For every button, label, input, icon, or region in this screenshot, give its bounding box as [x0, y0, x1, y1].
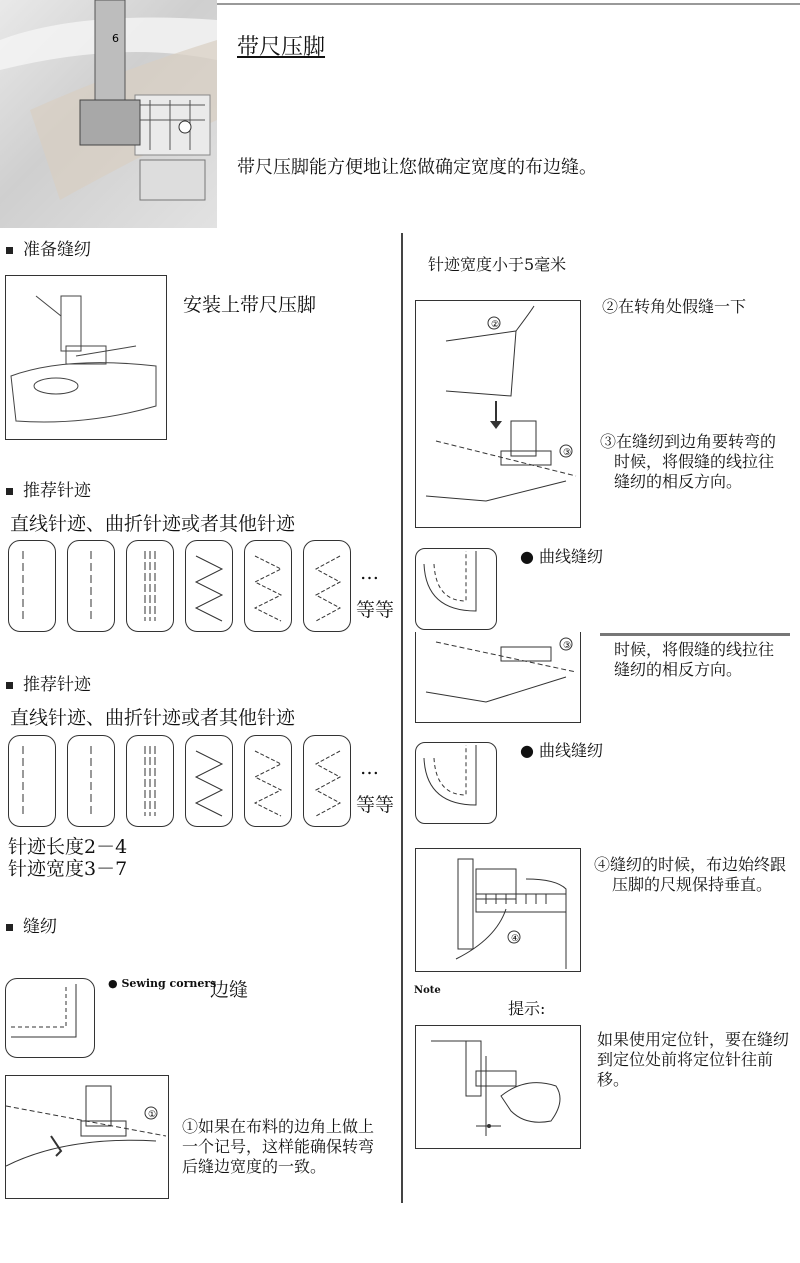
step1-text: ①如果在布料的边角上做上 一个记号，这样能确保转弯 后缝边宽度的一致。 — [182, 1117, 375, 1176]
step1-figure — [5, 1075, 169, 1199]
stitch-sample — [185, 735, 233, 827]
corners-label-en: ● Sewing corners — [108, 977, 217, 990]
ellipsis: … — [360, 562, 379, 584]
pin-figure — [415, 1025, 581, 1149]
curve-figure-1 — [415, 548, 497, 630]
corner-turn-figure — [415, 300, 581, 528]
step4-text: ④缝纫的时候，布边始终跟 压脚的尺规保持垂直。 — [594, 855, 787, 894]
stitch-length: 针迹长度2－4 — [8, 836, 128, 858]
stitch-samples-1 — [8, 540, 398, 635]
corner-turn-figure-partial — [415, 632, 581, 723]
stitch-sample — [67, 540, 115, 632]
overlap-artifact — [600, 625, 790, 636]
foot-install-figure — [5, 275, 167, 440]
svg-text:②: ② — [491, 320, 500, 330]
bullet-square-icon — [6, 247, 13, 254]
bullet-square-icon — [6, 682, 13, 689]
stitch-sub-1: 直线针迹、曲折针迹或者其他针迹 — [10, 513, 296, 535]
ellipsis: … — [360, 757, 379, 779]
step2-text: ②在转角处假缝一下 — [602, 297, 747, 316]
intro-text: 带尺压脚能方便地让您做确定宽度的布边缝。 — [237, 157, 597, 178]
curve-figure-2 — [415, 742, 497, 824]
stitch-heading-1: 推荐针迹 — [6, 476, 91, 501]
column-divider — [401, 233, 403, 1203]
svg-text:①: ① — [148, 1110, 157, 1120]
prep-heading: 准备缝纫 — [6, 235, 91, 260]
bullet-square-icon — [6, 924, 13, 931]
etc-label: 等等 — [356, 794, 395, 816]
stitch-sample — [67, 735, 115, 827]
stitch-sample — [185, 540, 233, 632]
step3b-text: 时候，将假缝的线拉往 缝纫的相反方向。 — [614, 640, 775, 679]
page-title: 带尺压脚 — [237, 35, 326, 60]
curve-label-2: ● 曲线缝纫 — [520, 741, 604, 760]
ruler-figure — [415, 848, 581, 972]
curve-label-1: ● 曲线缝纫 — [520, 547, 604, 566]
corner-figure — [5, 978, 95, 1058]
etc-label: 等等 — [356, 599, 395, 621]
width-note: 针迹宽度小于5毫米 — [428, 255, 567, 274]
step3-text: ③在缝纫到边角要转弯的 时候，将假缝的线拉往 缝纫的相反方向。 — [600, 432, 777, 491]
svg-text:④: ④ — [511, 934, 520, 944]
stitch-width: 针迹宽度3－7 — [8, 858, 128, 880]
stitch-sample — [303, 540, 351, 632]
presser-number: 6 — [112, 32, 119, 45]
install-foot-text: 安装上带尺压脚 — [183, 294, 317, 316]
sew-heading: 缝纫 — [6, 912, 57, 937]
pin-text: 如果使用定位针，要在缝纫 到定位处前将定位针往前移。 — [597, 1030, 790, 1089]
stitch-sample — [244, 540, 292, 632]
note-label-cn: 提示: — [508, 999, 546, 1018]
stitch-settings — [8, 836, 127, 880]
stitch-heading-2: 推荐针迹 — [6, 670, 91, 695]
stitch-sample — [303, 735, 351, 827]
svg-text:③: ③ — [563, 448, 572, 458]
corners-label-cn: 边缝 — [210, 979, 249, 1001]
note-label-en: Note — [414, 985, 441, 996]
stitch-sample — [126, 735, 174, 827]
svg-text:③: ③ — [563, 641, 572, 651]
stitch-sample — [8, 540, 56, 632]
presser-foot-photo — [0, 0, 217, 228]
stitch-sample — [126, 540, 174, 632]
stitch-samples-2 — [8, 735, 398, 830]
stitch-sub-2: 直线针迹、曲折针迹或者其他针迹 — [10, 707, 296, 729]
stitch-sample — [8, 735, 56, 827]
stitch-sample — [244, 735, 292, 827]
bullet-square-icon — [6, 488, 13, 495]
